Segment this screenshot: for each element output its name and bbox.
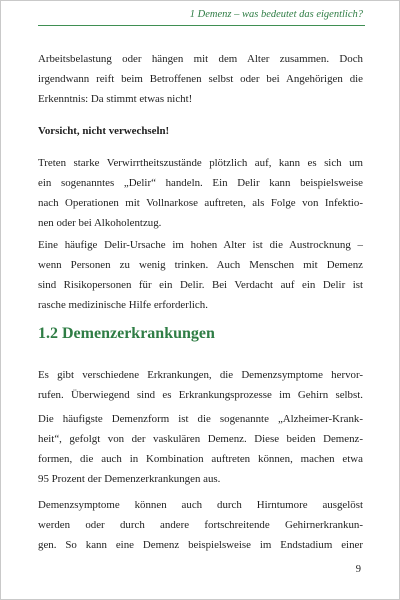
- text-line: rufen. Überwiegend sind es Erkrankungsprozesse im Gehirn selbst.: [38, 389, 363, 401]
- text-line: sind Risikopersonen für ein Delir. Bei Verdacht auf ein Delir ist: [38, 279, 363, 291]
- text-line: werden oder durch andere fortschreitende Gehirnerkrankun-: [38, 519, 363, 531]
- text-line: rasche medizinische Hilfe erforderlich.: [38, 299, 208, 311]
- paragraph-4: [38, 365, 363, 405]
- page-number: 9: [355, 564, 361, 575]
- text-line: heit“, gefolgt von der vaskulären Demenz. Diese beiden Demenz-: [38, 433, 363, 445]
- text-line: Es gibt verschiedene Erkrankungen, die Demenzsymptome hervor-: [38, 369, 363, 381]
- text-line: gen. So kann eine Demenz beispielsweise im Endstadium einer: [38, 539, 363, 551]
- text-line: Eine häufige Delir-Ursache im hohen Alter ist die Austrocknung –: [38, 239, 363, 251]
- paragraph-6: [38, 495, 363, 555]
- paragraph-1: [38, 49, 363, 109]
- text-line: nen oder bei Alkoholentzug.: [38, 217, 162, 229]
- running-head: 1 Demenz – was bedeutet das eigentlich?: [189, 9, 363, 20]
- text-line: Demenzsymptome können auch durch Hirntumore ausgelöst: [38, 499, 363, 511]
- text-line: irgendwann reift beim Betroffenen selbst oder bei Angehörigen die: [38, 73, 363, 85]
- text-line: Treten starke Verwirrtheitszustände plötzlich auf, kann es sich um: [38, 157, 363, 169]
- header-rule: [38, 25, 365, 26]
- text-line: Erkenntnis: Da stimmt etwas nicht!: [38, 93, 193, 105]
- text-line: Arbeitsbelastung oder hängen mit dem Alter zusammen. Doch: [38, 53, 363, 65]
- text-line: nach Operationen mit Vollnarkose auftreten, als Folge von Infektio-: [38, 197, 363, 209]
- text-line: ein sogenanntes „Delir“ handeln. Ein Delir kann beispielsweise: [38, 177, 363, 189]
- paragraph-3: [38, 235, 363, 315]
- paragraph-2: [38, 153, 363, 233]
- text-line: wenn Personen zu wenig trinken. Auch Menschen mit Demenz: [38, 259, 363, 271]
- section-heading: 1.2 Demenzerkrankungen: [38, 325, 215, 342]
- text-line: Die häufigste Demenzform ist die sogenannte „Alzheimer-Krank-: [38, 413, 363, 425]
- paragraph-5: [38, 409, 363, 489]
- text-line: 95 Prozent der Demenzerkrankungen aus.: [38, 473, 221, 485]
- text-line: formen, die auch in Kombination auftreten können, machen etwa: [38, 453, 363, 465]
- warning-heading: Vorsicht, nicht verwechseln!: [38, 125, 170, 137]
